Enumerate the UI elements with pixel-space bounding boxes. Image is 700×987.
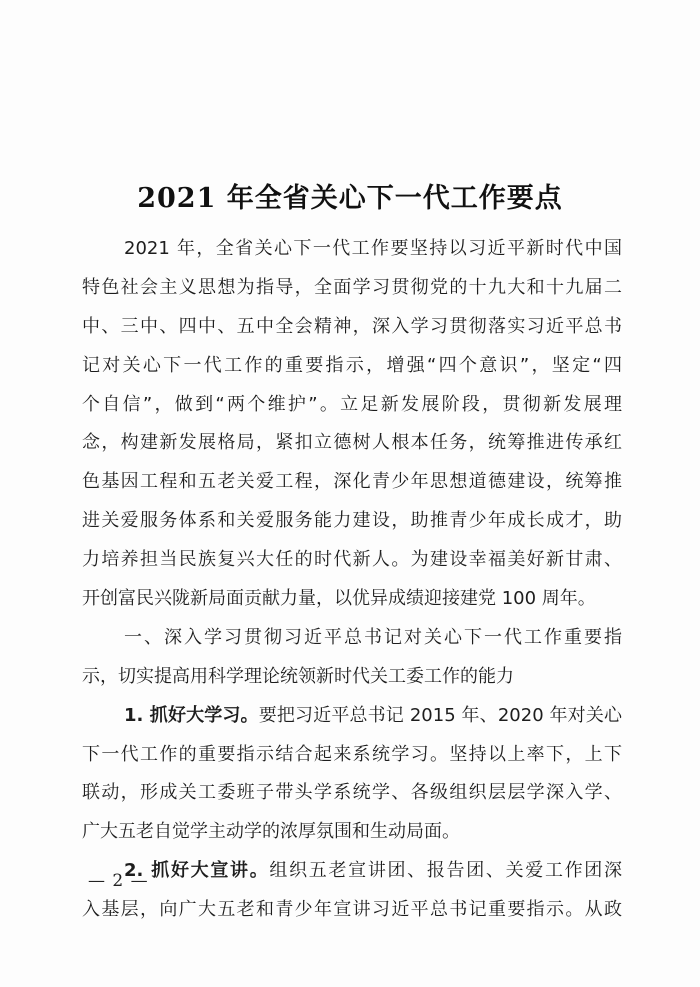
page-number: — 2 —	[88, 871, 149, 891]
document-title: 2021 年全省关心下一代工作要点	[137, 183, 563, 214]
paragraph-1-line-8: 进关爱服务体系和关爱服务能力建设，助推青少年成长成才，助	[82, 510, 622, 532]
paragraph-1-line-5: 个自信”，做到“两个维护”。立足新发展阶段，贯彻新发展理	[82, 393, 622, 415]
paragraph-1-line-2: 特色社会主义思想为指导，全面学习贯彻党的十九大和十九届二	[82, 276, 622, 298]
item-2-text: 组织五老宣讲团、报告团、关爱工作团深	[269, 860, 622, 882]
section-heading-1-line-1: 一、深入学习贯彻习近平总书记对关心下一代工作重要指	[124, 626, 622, 648]
item-1-line-1	[82, 697, 622, 736]
item-1-lead: 1. 抓好大学习。	[124, 704, 259, 726]
paragraph-1-line-6: 念，构建新发展格局，紧扣立德树人根本任务，统筹推进传承红	[82, 432, 622, 454]
item-2-line-1	[82, 852, 622, 891]
item-2-lead: 2. 抓好大宣讲。	[124, 860, 270, 882]
paragraph-1-line-10: 开创富民兴陇新局面贡献力量，以优异成绩迎接建党 100 周年。	[82, 588, 596, 610]
paragraph-1-line-1: 2021 年，全省关心下一代工作要坚持以习近平新时代中国	[124, 238, 622, 259]
paragraph-1-line-7: 色基因工程和五老关爱工程，深化青少年思想道德建设，统筹推	[82, 471, 622, 493]
paragraph-1-line-4: 记对关心下一代工作的重要指示，增强“四个意识”，坚定“四	[82, 354, 622, 376]
paragraph-1-line-9: 力培养担当民族复兴大任的时代新人。为建设幸福美好新甘肃、	[82, 549, 622, 571]
item-2-line-2: 入基层，向广大五老和青少年宣讲习近平总书记重要指示。从政	[82, 899, 622, 921]
section-heading-1-line-2: 示，切实提高用科学理论统领新时代关工委工作的能力	[82, 665, 514, 687]
item-1-line-3: 联动，形成关工委班子带头学系统学、各级组织层层学深入学、	[82, 782, 622, 804]
item-1-line-4: 广大五老自觉学主动学的浓厚氛围和生动局面。	[82, 821, 460, 843]
document-body	[82, 230, 622, 930]
paragraph-1-line-3: 中、三中、四中、五中全会精神，深入学习贯彻落实习近平总书	[82, 315, 622, 337]
item-1-text: 要把习近平总书记 2015 年、2020 年对关心	[258, 704, 622, 726]
item-1-line-2: 下一代工作的重要指示结合起来系统学习。坚持以上率下，上下	[82, 743, 622, 765]
